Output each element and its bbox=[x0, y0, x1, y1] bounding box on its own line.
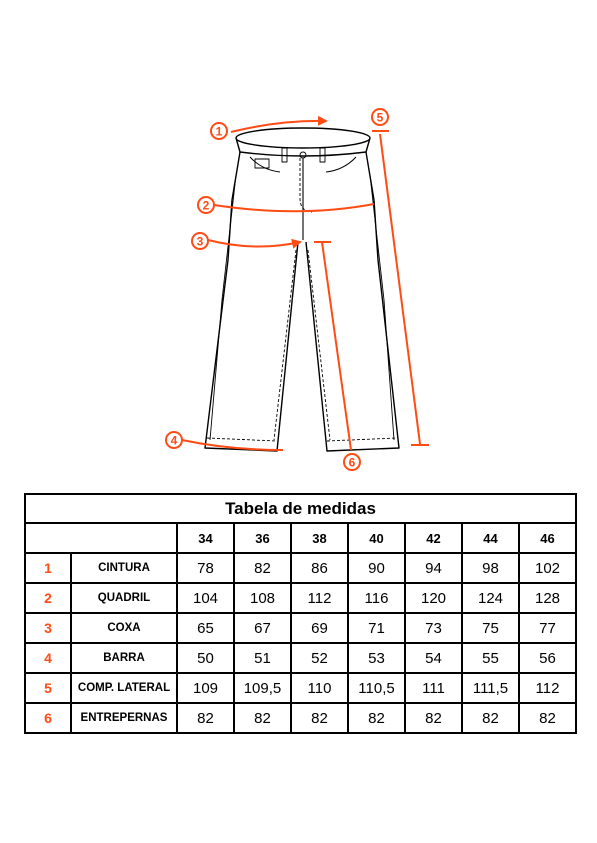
size-table bbox=[24, 493, 577, 734]
left-inseam-stitch bbox=[274, 250, 296, 440]
value-cell: 110 bbox=[291, 673, 348, 703]
left-hem-stitch bbox=[207, 438, 277, 441]
value-cell: 112 bbox=[291, 583, 348, 613]
value-cell: 94 bbox=[405, 553, 462, 583]
measurement-lines bbox=[182, 121, 429, 450]
value-cell: 128 bbox=[519, 583, 576, 613]
value-cell: 111,5 bbox=[462, 673, 519, 703]
marker-6-label: 6 bbox=[348, 455, 356, 470]
marker-4 bbox=[166, 432, 182, 448]
value-cell: 73 bbox=[405, 613, 462, 643]
value-cell: 116 bbox=[348, 583, 405, 613]
marker-2-label: 2 bbox=[202, 198, 210, 213]
value-cell: 65 bbox=[177, 613, 234, 643]
table-row bbox=[25, 673, 576, 703]
size-header: 40 bbox=[348, 523, 405, 553]
row-name: ENTREPERNAS bbox=[71, 703, 177, 733]
table-title: Tabela de medidas bbox=[25, 494, 576, 523]
size-header: 34 bbox=[177, 523, 234, 553]
value-cell: 56 bbox=[519, 643, 576, 673]
row-name: COMP. LATERAL bbox=[71, 673, 177, 703]
value-cell: 82 bbox=[462, 703, 519, 733]
value-cell: 109,5 bbox=[234, 673, 291, 703]
coxa-line bbox=[208, 240, 300, 247]
value-cell: 51 bbox=[234, 643, 291, 673]
value-cell: 77 bbox=[519, 613, 576, 643]
row-index: 6 bbox=[25, 703, 71, 733]
marker-1-label: 1 bbox=[215, 124, 223, 139]
marker-3-label: 3 bbox=[196, 234, 204, 249]
size-header: 36 bbox=[234, 523, 291, 553]
value-cell: 82 bbox=[519, 703, 576, 733]
value-cell: 120 bbox=[405, 583, 462, 613]
marker-5-label: 5 bbox=[376, 110, 384, 125]
value-cell: 67 bbox=[234, 613, 291, 643]
marker-3 bbox=[192, 233, 208, 249]
value-cell: 112 bbox=[519, 673, 576, 703]
row-index: 4 bbox=[25, 643, 71, 673]
value-cell: 82 bbox=[234, 703, 291, 733]
value-cell: 108 bbox=[234, 583, 291, 613]
left-leg-seam bbox=[210, 175, 236, 440]
value-cell: 52 bbox=[291, 643, 348, 673]
button bbox=[300, 152, 306, 158]
row-name: CINTURA bbox=[71, 553, 177, 583]
value-cell: 102 bbox=[519, 553, 576, 583]
value-cell: 124 bbox=[462, 583, 519, 613]
value-cell: 82 bbox=[348, 703, 405, 733]
value-cell: 71 bbox=[348, 613, 405, 643]
value-cell: 78 bbox=[177, 553, 234, 583]
barra-line bbox=[182, 440, 283, 450]
value-cell: 50 bbox=[177, 643, 234, 673]
pants-outline bbox=[202, 128, 399, 451]
table-row bbox=[25, 553, 576, 583]
size-header-row bbox=[25, 523, 576, 553]
value-cell: 109 bbox=[177, 673, 234, 703]
value-cell: 86 bbox=[291, 553, 348, 583]
table-row bbox=[25, 583, 576, 613]
row-name: QUADRIL bbox=[71, 583, 177, 613]
value-cell: 53 bbox=[348, 643, 405, 673]
size-header: 46 bbox=[519, 523, 576, 553]
size-header: 44 bbox=[462, 523, 519, 553]
table-row bbox=[25, 643, 576, 673]
value-cell: 82 bbox=[234, 553, 291, 583]
waistband-top bbox=[236, 128, 370, 148]
marker-2 bbox=[198, 197, 214, 213]
value-cell: 69 bbox=[291, 613, 348, 643]
value-cell: 111 bbox=[405, 673, 462, 703]
entrepernas-line bbox=[322, 242, 351, 450]
right-pocket bbox=[326, 157, 356, 172]
row-index: 5 bbox=[25, 673, 71, 703]
header-blank-cell bbox=[25, 523, 177, 553]
value-cell: 82 bbox=[405, 703, 462, 733]
row-index: 1 bbox=[25, 553, 71, 583]
value-cell: 82 bbox=[177, 703, 234, 733]
row-name: BARRA bbox=[71, 643, 177, 673]
left-leg-outline bbox=[202, 152, 298, 451]
size-header: 38 bbox=[291, 523, 348, 553]
marker-4-label: 4 bbox=[170, 433, 178, 448]
value-cell: 82 bbox=[291, 703, 348, 733]
value-cell: 75 bbox=[462, 613, 519, 643]
marker-1 bbox=[211, 123, 227, 139]
right-hem-stitch bbox=[327, 438, 397, 441]
row-index: 3 bbox=[25, 613, 71, 643]
marker-6 bbox=[344, 454, 360, 470]
size-header: 42 bbox=[405, 523, 462, 553]
value-cell: 55 bbox=[462, 643, 519, 673]
table-row bbox=[25, 703, 576, 733]
comp-lateral-line bbox=[380, 134, 420, 444]
fly-stitching bbox=[300, 158, 312, 212]
row-index: 2 bbox=[25, 583, 71, 613]
quadril-line bbox=[214, 204, 374, 211]
marker-5 bbox=[372, 109, 388, 125]
right-leg-outline bbox=[306, 152, 399, 451]
row-name: COXA bbox=[71, 613, 177, 643]
table-row bbox=[25, 613, 576, 643]
value-cell: 54 bbox=[405, 643, 462, 673]
value-cell: 98 bbox=[462, 553, 519, 583]
value-cell: 104 bbox=[177, 583, 234, 613]
value-cell: 90 bbox=[348, 553, 405, 583]
value-cell: 110,5 bbox=[348, 673, 405, 703]
